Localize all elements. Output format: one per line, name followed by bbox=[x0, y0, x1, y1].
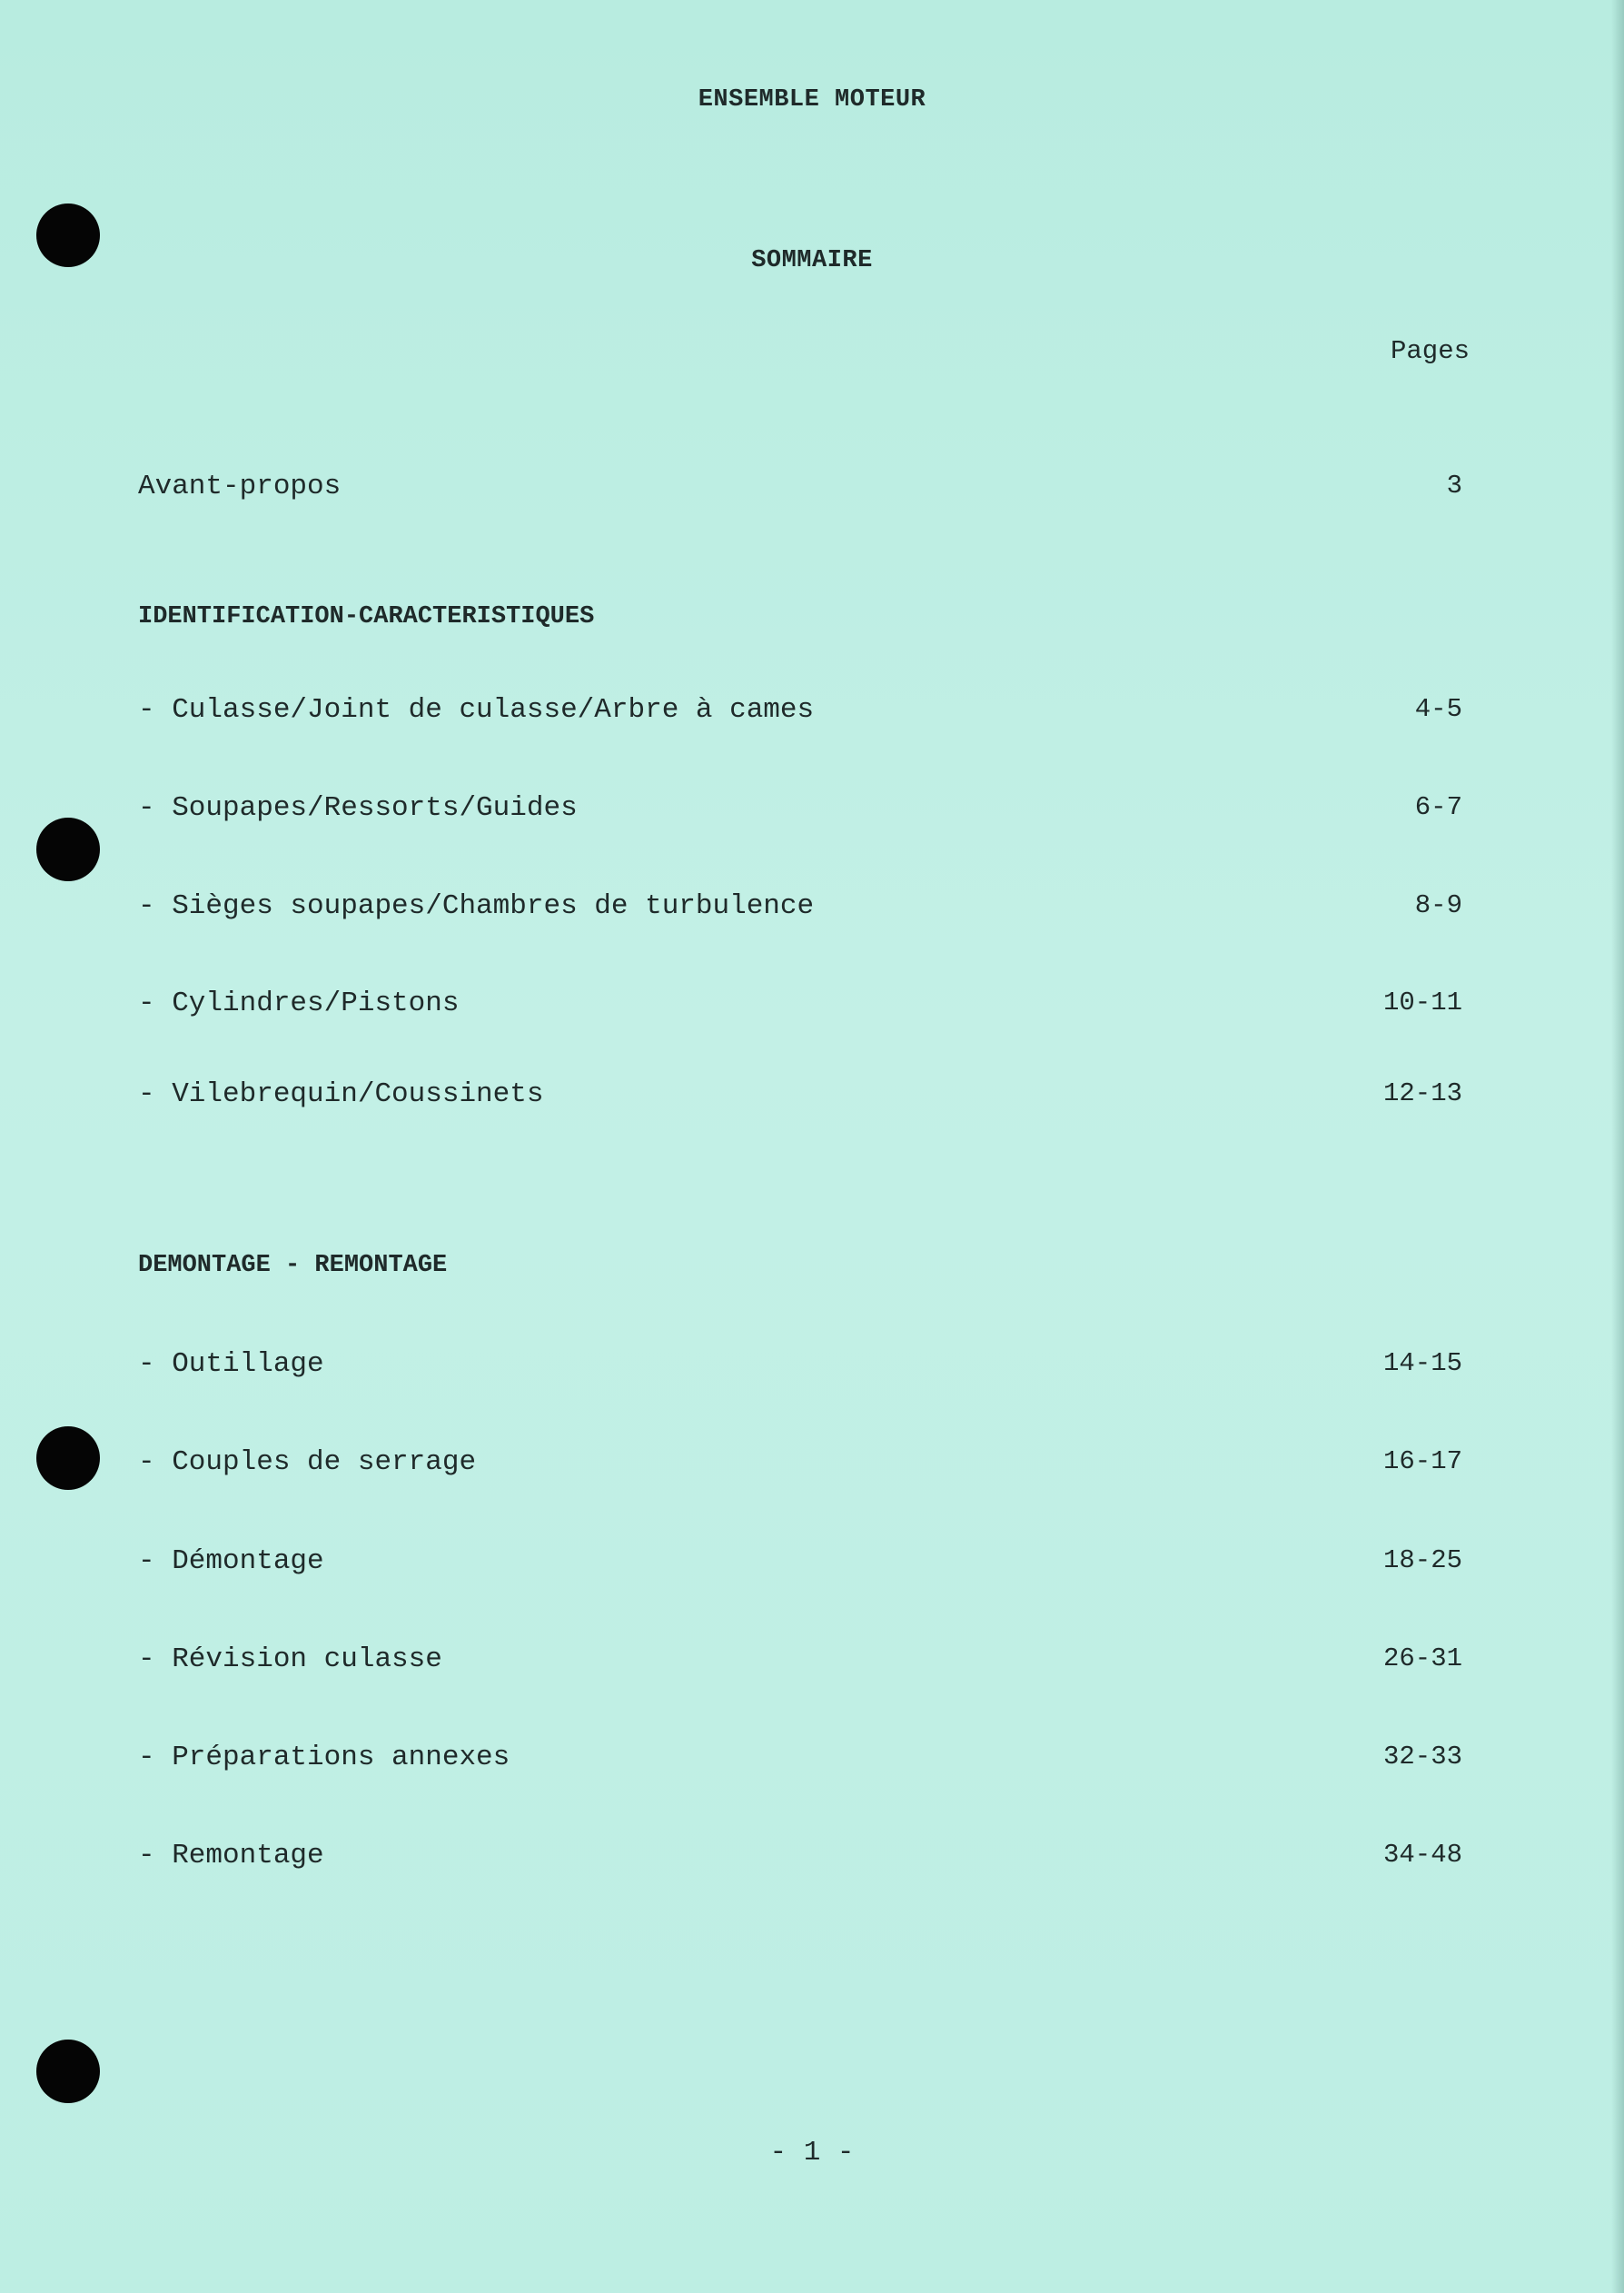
toc-entry bbox=[138, 792, 1462, 829]
toc-entry-label: - Couples de serrage bbox=[138, 1446, 477, 1478]
toc-entry-pages: 4-5 bbox=[1414, 694, 1462, 724]
toc-entry-pages: 12-13 bbox=[1382, 1078, 1462, 1108]
toc-entry-label: - Démontage bbox=[138, 1545, 324, 1577]
toc-heading: SOMMAIRE bbox=[751, 247, 873, 274]
toc-entry-label: - Culasse/Joint de culasse/Arbre à cames bbox=[138, 694, 815, 726]
punch-hole bbox=[36, 818, 100, 881]
toc-entry bbox=[138, 1348, 1462, 1385]
toc-entry-label: - Soupapes/Ressorts/Guides bbox=[138, 792, 578, 824]
toc-entry bbox=[138, 1742, 1462, 1778]
toc-entry-label: - Préparations annexes bbox=[138, 1742, 510, 1773]
page-edge-shadow bbox=[1611, 0, 1624, 2293]
toc-entry bbox=[138, 1840, 1462, 1876]
toc-entry bbox=[138, 471, 1462, 507]
toc-entry bbox=[138, 1446, 1462, 1483]
toc-entry bbox=[138, 890, 1462, 927]
toc-entry-pages: 16-17 bbox=[1382, 1446, 1462, 1476]
toc-entry-label: - Outillage bbox=[138, 1348, 324, 1380]
toc-entry-label: - Vilebrequin/Coussinets bbox=[138, 1078, 544, 1110]
toc-entry-pages: 26-31 bbox=[1382, 1643, 1462, 1673]
toc-entry-pages: 10-11 bbox=[1382, 988, 1462, 1017]
toc-entry-label: - Cylindres/Pistons bbox=[138, 988, 460, 1019]
toc-entry-label: - Sièges soupapes/Chambres de turbulence bbox=[138, 890, 815, 922]
toc-entry-pages: 18-25 bbox=[1382, 1545, 1462, 1575]
toc-entry-pages: 8-9 bbox=[1414, 890, 1462, 920]
toc-entry bbox=[138, 988, 1462, 1024]
toc-entry-pages: 32-33 bbox=[1382, 1742, 1462, 1772]
toc-entry-label: - Remontage bbox=[138, 1840, 324, 1871]
toc-entry bbox=[138, 694, 1462, 730]
toc-entry bbox=[138, 1643, 1462, 1680]
punch-hole bbox=[36, 2040, 100, 2103]
toc-entry bbox=[138, 1545, 1462, 1582]
section-heading: DEMONTAGE - REMONTAGE bbox=[138, 1252, 448, 1279]
section-heading: IDENTIFICATION-CARACTERISTIQUES bbox=[138, 603, 595, 630]
toc-entry-label: Avant-propos bbox=[138, 471, 342, 502]
toc-entry-pages: 14-15 bbox=[1382, 1348, 1462, 1378]
page-number: - 1 - bbox=[769, 2137, 855, 2169]
punch-hole bbox=[36, 1426, 100, 1490]
toc-entry bbox=[138, 1078, 1462, 1115]
toc-entry-label: - Révision culasse bbox=[138, 1643, 442, 1675]
document-title: ENSEMBLE MOTEUR bbox=[698, 86, 926, 114]
pages-column-label: Pages bbox=[1390, 336, 1470, 366]
toc-entry-pages: 6-7 bbox=[1414, 792, 1462, 822]
toc-entry-pages: 34-48 bbox=[1382, 1840, 1462, 1870]
toc-entry-pages: 3 bbox=[1446, 471, 1462, 501]
